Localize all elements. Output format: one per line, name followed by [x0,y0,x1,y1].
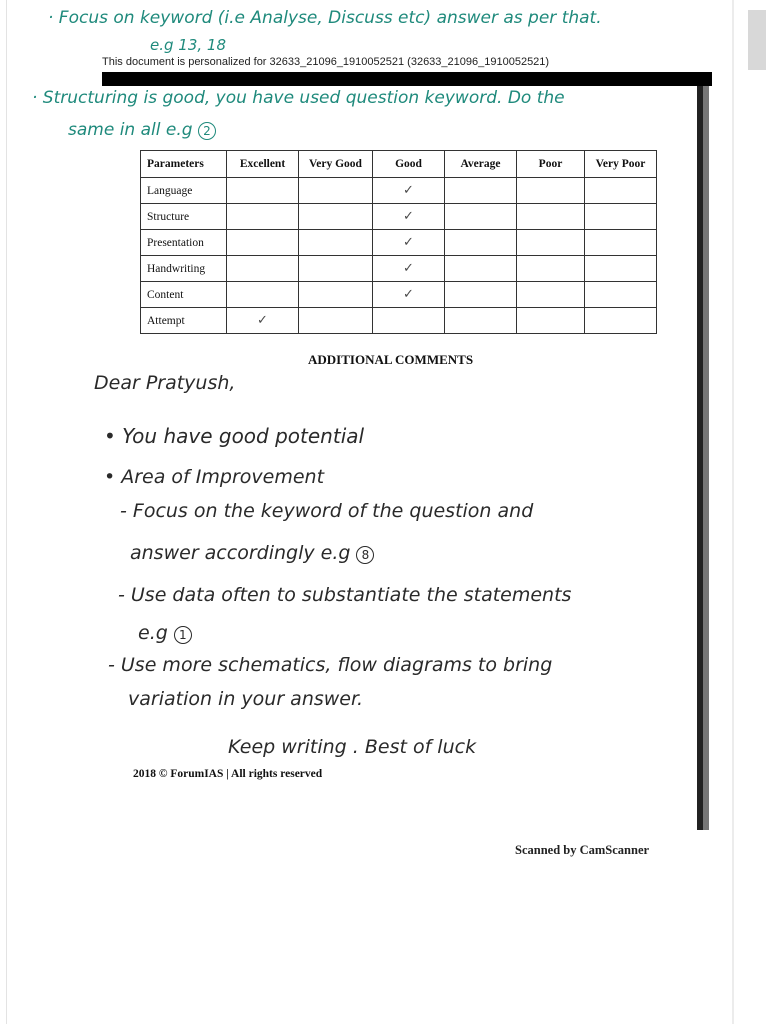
tick-icon: ✓ [403,261,414,276]
rating-cell [227,256,299,282]
tick-icon: ✓ [403,235,414,250]
page-edge-top [102,72,712,86]
table-row [141,230,657,256]
teal-note-line-3-text: same in all e.g [68,120,193,140]
parameter-cell: Structure [141,204,227,230]
rating-cell [299,204,373,230]
rating-cell [373,178,445,204]
parameter-cell: Content [141,282,227,308]
rating-cell [227,230,299,256]
parameter-cell: Handwriting [141,256,227,282]
table-header-cell: Average [445,151,517,178]
rating-cell [585,178,657,204]
evaluation-table [140,150,657,334]
rating-cell [445,256,517,282]
comment-sub2-line2-text: e.g [138,622,168,644]
rating-cell [517,256,585,282]
comment-sub1-line2 [130,542,374,564]
copyright-footer: 2018 © ForumIAS | All rights reserved [133,768,323,780]
rating-cell [299,178,373,204]
rating-cell [445,282,517,308]
scan-edge-left [6,0,7,1024]
scanner-footer: Scanned by CamScanner [515,843,650,857]
comment-point-2: • Area of Improvement [104,466,325,488]
rating-cell [585,230,657,256]
rating-cell [299,282,373,308]
table-header-row [141,151,657,178]
comment-closing: Keep writing . Best of luck [228,736,477,758]
rating-cell [445,230,517,256]
rating-cell [585,282,657,308]
rating-cell [517,308,585,334]
comment-sub3-line2: variation in your answer. [128,688,364,710]
table-header-cell: Parameters [141,151,227,178]
tick-icon: ✓ [403,209,414,224]
rating-cell [299,256,373,282]
rating-cell [227,178,299,204]
rating-cell [227,282,299,308]
table-row [141,308,657,334]
teal-note-line-2: · Structuring is good, you have used question keyword. Do the [32,88,565,108]
table-header-cell: Excellent [227,151,299,178]
rating-cell [445,204,517,230]
comment-sub2-ref: 1 [174,626,192,644]
table-header-cell: Very Good [299,151,373,178]
rating-cell [299,308,373,334]
scan-edge-right [732,0,734,1024]
table-row [141,178,657,204]
rating-cell [517,230,585,256]
rating-cell [445,308,517,334]
rating-cell [373,230,445,256]
teal-note-line-3 [68,120,216,140]
tick-icon: ✓ [257,313,268,328]
comment-salutation: Dear Pratyush, [94,372,236,394]
teal-note-line-1: · Focus on keyword (i.e Analyse, Discuss etc) answer as per that. [48,8,602,28]
scan-margin-strip [748,10,766,70]
rating-cell [373,308,445,334]
parameter-cell: Presentation [141,230,227,256]
table-header-cell: Very Poor [585,151,657,178]
rating-cell [299,230,373,256]
table-header-cell: Poor [517,151,585,178]
comment-sub1-ref: 8 [356,546,374,564]
table-header-cell: Good [373,151,445,178]
rating-cell [373,204,445,230]
rating-cell [517,282,585,308]
rating-cell [227,204,299,230]
table-row [141,256,657,282]
table-body [141,178,657,334]
page-edge-shadow [703,86,709,830]
table-row [141,204,657,230]
rating-cell [517,204,585,230]
comment-sub2-line1: - Use data often to substantiate the statements [118,584,572,606]
rating-cell [585,308,657,334]
teal-note-eg: e.g 13, 18 [150,36,226,54]
tick-icon: ✓ [403,287,414,302]
teal-note-ref: 2 [198,122,216,140]
rating-cell [585,256,657,282]
table-row [141,282,657,308]
rating-cell [373,256,445,282]
rating-cell [517,178,585,204]
additional-comments-title: ADDITIONAL COMMENTS [308,352,474,367]
rating-cell [445,178,517,204]
rating-cell [585,204,657,230]
comment-point-1: • You have good potential [104,424,365,448]
comment-sub1-line1: - Focus on the keyword of the question and [120,500,534,522]
comment-sub3-line1: - Use more schematics, flow diagrams to bring [108,654,553,676]
comment-sub1-line2-text: answer accordingly e.g [130,542,351,564]
tick-icon: ✓ [403,183,414,198]
comment-sub2-line2 [138,622,192,644]
parameter-cell: Language [141,178,227,204]
rating-cell [227,308,299,334]
rating-cell [373,282,445,308]
personalization-watermark: This document is personalized for 32633_21096_1910052521 (32633_21096_1910052521) [102,56,550,68]
parameter-cell: Attempt [141,308,227,334]
